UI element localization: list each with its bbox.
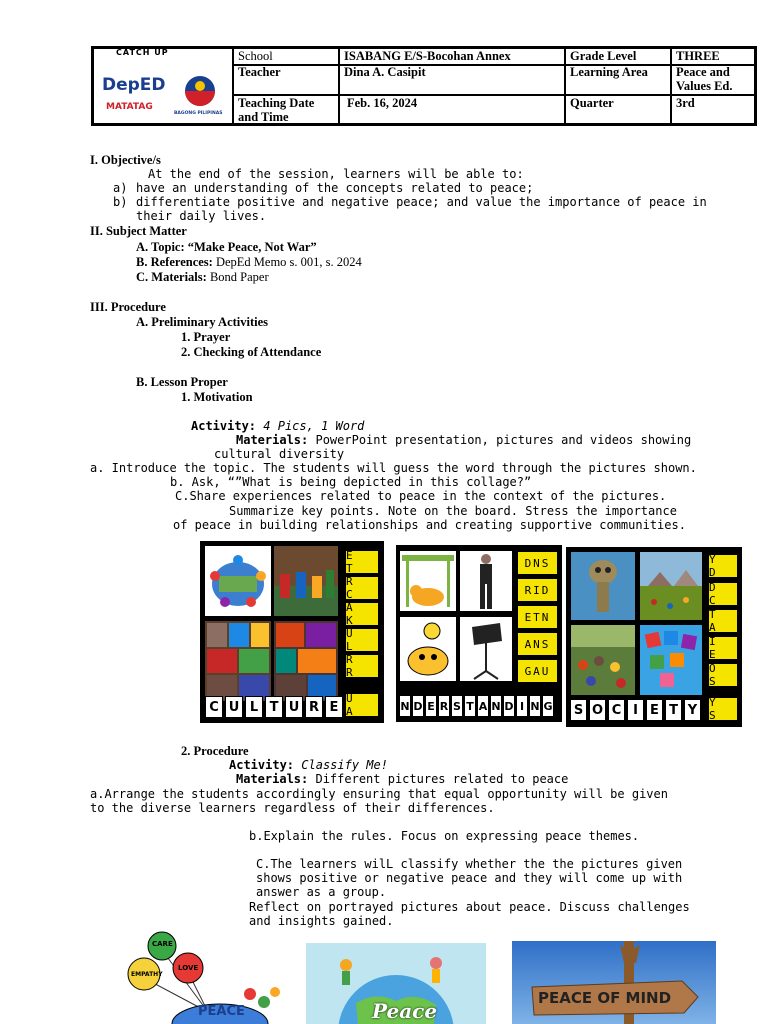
people-gathering-image — [274, 546, 338, 616]
objective-b-line2: their daily lives. — [136, 209, 267, 223]
answer-tile: U — [285, 696, 303, 718]
letter-tile: ETN — [517, 605, 558, 629]
matatag-text: MATATAG — [106, 102, 153, 112]
answer-tile: C — [608, 699, 625, 721]
letter-tile: I E — [708, 636, 738, 660]
procedure2-step-c2: shows positive or negative peace and they will come up with — [256, 871, 683, 885]
letter-tile: ANS — [517, 632, 558, 656]
attendance-item: 2. Checking of Attendance — [181, 345, 322, 359]
motivation-step-c: C.Share experiences related to peace in the context of the pictures. — [175, 489, 667, 503]
balloon-care-label: CARE — [152, 940, 173, 948]
procedure2-materials: Materials: Different pictures related to peace — [236, 772, 569, 786]
puzzle-society — [566, 547, 742, 727]
letter-tile: D C — [708, 582, 738, 606]
festival-collage-image — [274, 621, 338, 701]
answer-tile: T — [464, 695, 476, 717]
peace-balloons-image — [100, 928, 296, 1024]
subject-topic: A. Topic: “Make Peace, Not War” — [136, 240, 317, 254]
answer-tile: Y — [684, 699, 701, 721]
subject-references: B. References: DepEd Memo s. 001, s. 2024 — [136, 255, 362, 269]
standing-woman-image — [460, 551, 512, 611]
activity-line: Activity: 4 Pics, 1 Word — [191, 419, 365, 433]
answer-tile: S — [570, 699, 587, 721]
answer-tile: O — [589, 699, 606, 721]
summarize-line1: Summarize key points. Note on the board. Stress the importance — [229, 504, 677, 518]
subject-heading: II. Subject Matter — [90, 224, 187, 238]
answer-tile: A — [477, 695, 489, 717]
alien-figure-image — [571, 552, 635, 620]
objective-a-marker: a) — [113, 181, 128, 195]
bagong-pilipinas-text: BAGONG PILIPINAS — [174, 111, 223, 116]
subject-materials: C. Materials: Bond Paper — [136, 270, 269, 284]
letter-tile: U A — [345, 693, 379, 717]
earth-peace-image — [306, 943, 486, 1024]
objective-b-marker: b) — [113, 195, 128, 209]
teacher-value: Dina A. Casipit — [344, 65, 426, 79]
header-table — [91, 46, 757, 126]
procedure2-step-a1: a.Arrange the students accordingly ensuring that equal opportunity will be given — [90, 787, 668, 801]
letter-tile: Y S — [708, 697, 738, 721]
balloon-love-label: LOVE — [178, 964, 199, 972]
logo-cell — [94, 49, 234, 123]
reflect-line2: and insights gained. — [249, 914, 394, 928]
date-label-2: and Time — [238, 110, 289, 124]
answer-tile: N — [529, 695, 541, 717]
answer-tile: R — [305, 696, 323, 718]
letter-tile: T A — [708, 609, 738, 633]
motivation-heading: 1. Motivation — [181, 390, 253, 404]
letter-tile: E T — [345, 550, 379, 574]
puzzle-culture — [200, 541, 384, 723]
answer-tile: G — [542, 695, 554, 717]
procedure-heading: III. Procedure — [90, 300, 166, 314]
grade-label: Grade Level — [570, 49, 637, 63]
village-painting-image — [640, 552, 702, 620]
letter-tile: GAU — [517, 659, 558, 683]
procedure2-step-a2: to the diverse learners regardless of their differences. — [90, 801, 495, 815]
deped-logo: DepED — [102, 75, 166, 95]
answer-tile: U — [225, 696, 243, 718]
procedure2-step-c1: C.The learners wilL classify whether the the pictures given — [256, 857, 683, 871]
letter-tile: Y D — [708, 554, 738, 578]
objective-b-line1: differentiate positive and negative peace; and value the importance of peace in — [136, 195, 707, 209]
answer-tile: L — [245, 696, 263, 718]
balloon-peace-label: PEACE — [198, 1004, 245, 1019]
cultural-dance-image — [205, 546, 271, 616]
quarter-label: Quarter — [570, 96, 614, 110]
procedure2-step-c3: answer as a group. — [256, 885, 387, 899]
social-media-image — [640, 625, 702, 695]
catch-up-text: CATCH UP — [116, 48, 169, 57]
objective-a: have an understanding of the concepts related to peace; — [136, 181, 534, 195]
letter-tile: RID — [517, 578, 558, 602]
letter-tile: O S — [708, 663, 738, 687]
answer-tile: E — [646, 699, 663, 721]
materials-line1: Materials: PowerPoint presentation, pictures and videos showing — [236, 433, 692, 447]
balloon-empathy-label: EMPATHY — [131, 971, 163, 978]
letter-tile: DNS — [517, 551, 558, 575]
answer-tile: I — [627, 699, 644, 721]
procedure2-heading: 2. Procedure — [181, 744, 249, 758]
peace-of-mind-label: PEACE OF MIND — [538, 989, 672, 1007]
costumes-collage-image — [205, 621, 271, 701]
procedure2-activity: Activity: Classify Me! — [229, 758, 388, 772]
quarter-value: 3rd — [676, 96, 695, 110]
date-value: Feb. 16, 2024 — [347, 96, 418, 110]
motivation-step-b: b. Ask, “”What is being depicted in this collage?” — [170, 475, 532, 489]
answer-tile: N — [490, 695, 502, 717]
answer-tile: D — [412, 695, 424, 717]
music-stand-image — [460, 617, 512, 681]
answer-tile: N — [399, 695, 411, 717]
motivation-step-a: a. Introduce the topic. The students will guess the word through the pictures shown. — [90, 461, 697, 475]
prayer-item: 1. Prayer — [181, 330, 231, 344]
area-value-1: Peace and — [676, 65, 730, 79]
preliminary-heading: A. Preliminary Activities — [136, 315, 269, 329]
answer-tile: T — [265, 696, 283, 718]
lesson-proper-heading: B. Lesson Proper — [136, 375, 228, 389]
letter-tile: R R — [345, 654, 379, 678]
reflect-line1: Reflect on portrayed pictures about peace. Discuss challenges — [249, 900, 690, 914]
date-label-1: Teaching Date — [238, 96, 315, 110]
peace-of-mind-image — [512, 941, 716, 1024]
teacher-label: Teacher — [238, 65, 281, 79]
earth-peace-label: Peace — [372, 999, 438, 1023]
letter-tile: A K — [345, 602, 379, 626]
objectives-intro: At the end of the session, learners will be able to: — [148, 167, 524, 181]
answer-tile: I — [516, 695, 528, 717]
letter-tile: R C — [345, 576, 379, 600]
school-value: ISABANG E/S-Bocohan Annex — [344, 49, 511, 63]
idea-cartoon-image — [400, 617, 456, 681]
cat-under-table-image — [400, 551, 456, 611]
objectives-heading: I. Objective/s — [90, 153, 161, 167]
area-value-2: Values Ed. — [676, 79, 733, 93]
crowd-scene-image — [571, 625, 635, 695]
answer-tile: E — [325, 696, 343, 718]
summarize-line2: of peace in building relationships and creating supportive communities. — [173, 518, 686, 532]
answer-tile: C — [205, 696, 223, 718]
school-label: School — [238, 49, 273, 63]
answer-tile: S — [451, 695, 463, 717]
grade-value: THREE — [676, 49, 720, 63]
procedure2-step-b: b.Explain the rules. Focus on expressing peace themes. — [249, 829, 640, 843]
answer-tile: E — [425, 695, 437, 717]
puzzle-understanding — [396, 545, 562, 722]
letter-tile: U L — [345, 628, 379, 652]
area-label: Learning Area — [570, 65, 648, 79]
answer-tile: T — [665, 699, 682, 721]
materials-line2: cultural diversity — [214, 447, 345, 461]
answer-tile: D — [503, 695, 515, 717]
answer-tile: R — [438, 695, 450, 717]
